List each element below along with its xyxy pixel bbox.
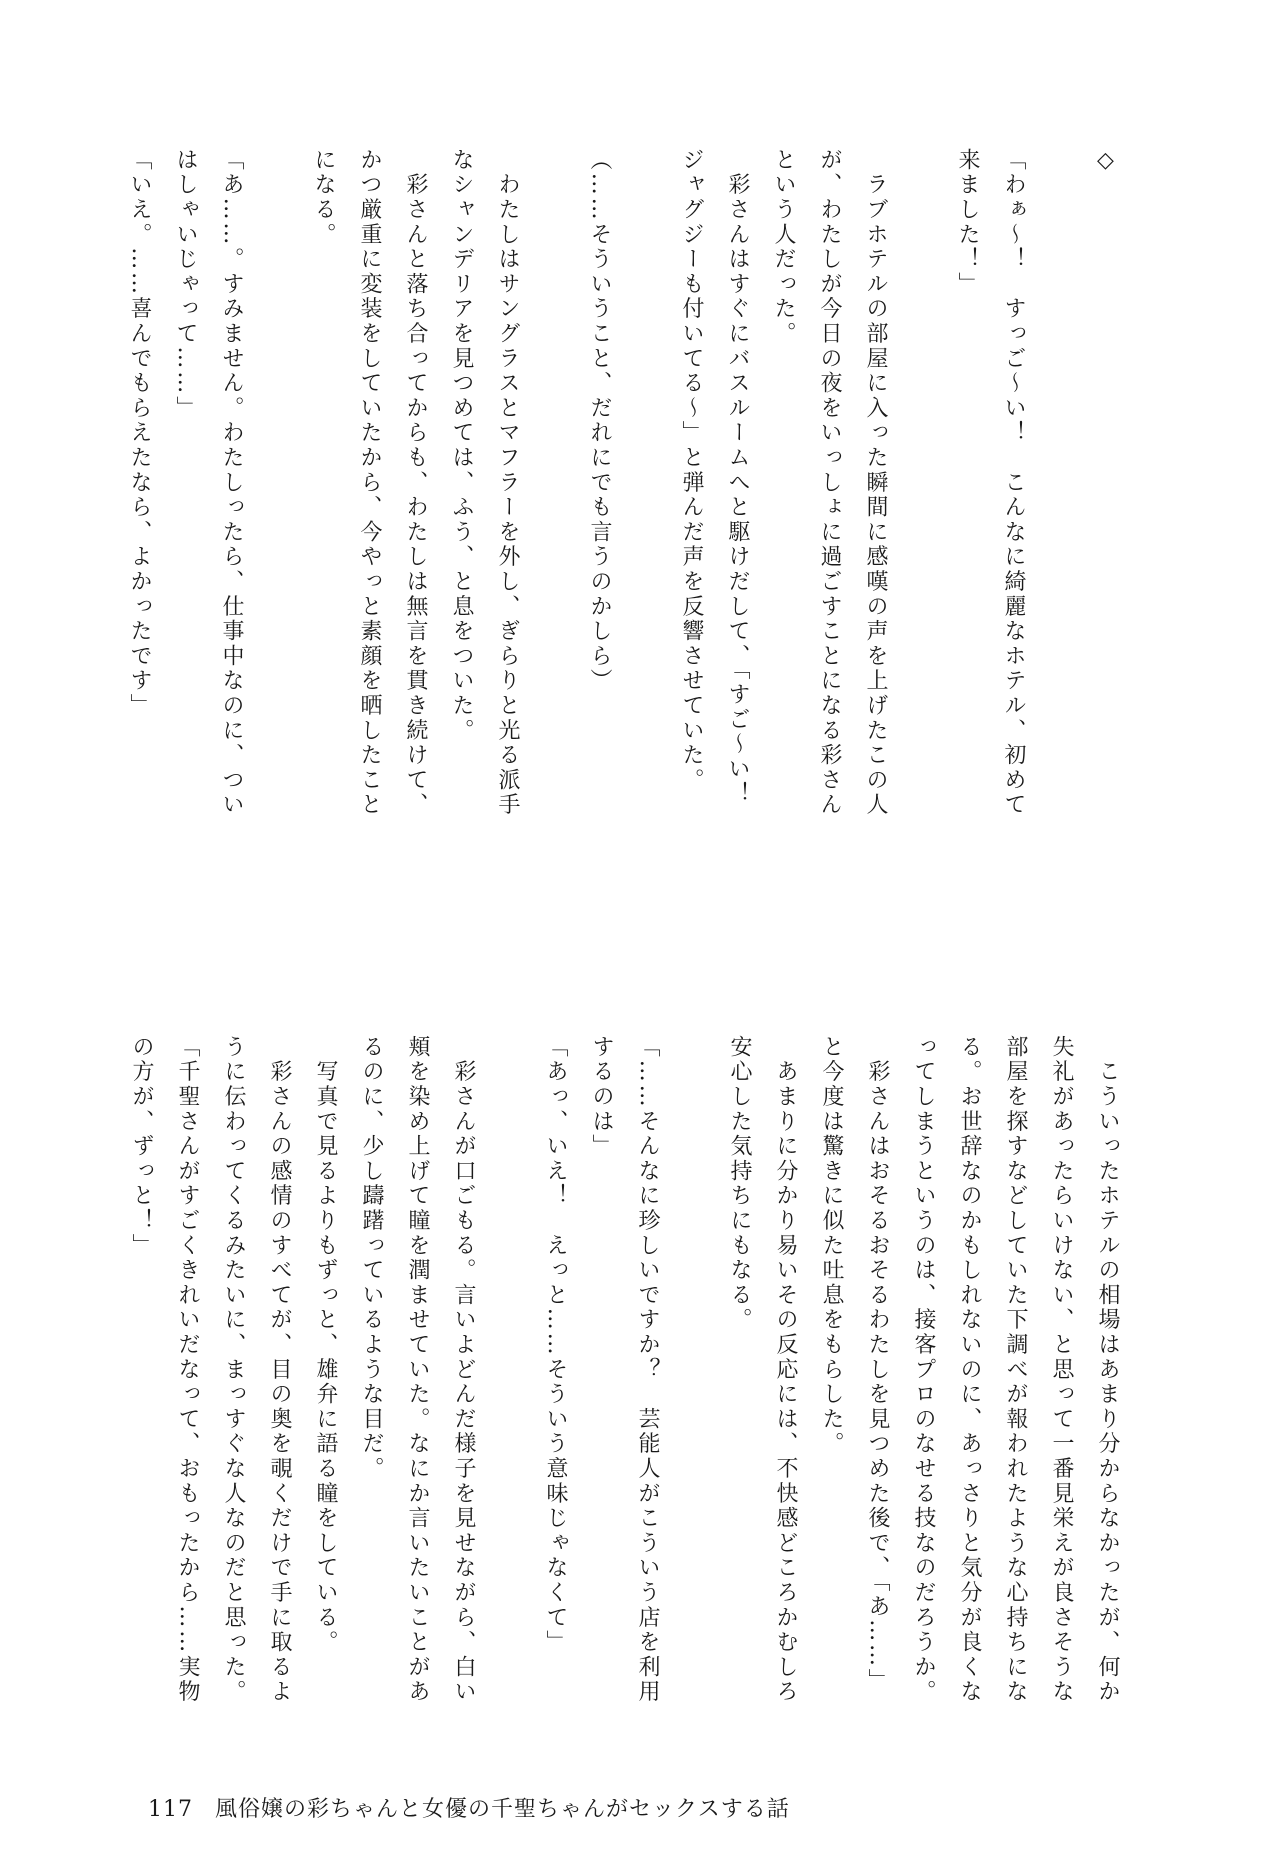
text-line: ラブホテルの部屋に入った瞬間に感嘆の声を上げたこの人	[863, 148, 888, 818]
text-line: る。お世辞なのかもしれないのに、あっさりと気分が良くな	[957, 1035, 982, 1705]
text-line: 「あっ、いえ！ えっと……そういう意味じゃなくて」	[543, 1035, 568, 1655]
text-line: の方が、ずっと！」	[129, 1035, 154, 1259]
text-line: するのは」	[589, 1035, 614, 1159]
page-footer	[148, 1792, 790, 1823]
text-block-bottom	[118, 1035, 1130, 1805]
text-line	[622, 148, 668, 948]
text-block-top	[116, 148, 1128, 948]
text-line	[670, 1035, 716, 1805]
text-line: と今度は驚きに似た吐息をもらした。	[819, 1035, 844, 1457]
text-line: なシャンデリアを見つめては、ふう、と息をついた。	[449, 148, 474, 744]
text-line: 写真で見るよりもずっと、雄弁に語る瞳をしている。	[313, 1035, 338, 1655]
text-line: こういったホテルの相場はあまり分からなかったが、何か	[1095, 1035, 1120, 1705]
text-line: 頬を染め上げて瞳を潤ませていた。なにか言いたいことがあ	[405, 1035, 430, 1705]
text-line	[1036, 148, 1082, 948]
text-line: 部屋を探すなどしていた下調べが報われたような心持ちにな	[1003, 1035, 1028, 1705]
text-line	[486, 1035, 532, 1805]
text-line: あまりに分かり易いその反応には、不快感どころかむしろ	[773, 1035, 798, 1705]
page-number: 117	[148, 1797, 193, 1822]
text-line: が、わたしが今日の夜をいっしょに過ごすことになる彩さん	[817, 148, 842, 818]
text-line: 安心した気持ちにもなる。	[727, 1035, 752, 1333]
text-line: 彩さんが口ごもる。言いよどんだ様子を見せながら、白い	[451, 1035, 476, 1705]
text-line	[254, 148, 300, 948]
book-title: 風俗嬢の彩ちゃんと女優の千聖ちゃんがセックスする話	[215, 1797, 790, 1822]
text-line: という人だった。	[771, 148, 796, 347]
text-line: になる。	[311, 148, 336, 248]
text-line: 「いえ。……喜んでもらえたなら、よかったです」	[127, 148, 152, 719]
text-line: ◇	[1093, 148, 1118, 176]
text-line: ってしまうというのは、接客プロのなせる技なのだろうか。	[911, 1035, 936, 1705]
text-line: かつ厳重に変装をしていたから、今やっと素顔を晒したこと	[357, 148, 382, 818]
text-line: 失礼があったらいけない、と思って一番見栄えが良さそうな	[1049, 1035, 1074, 1705]
text-line: るのに、少し躊躇っているような目だ。	[359, 1035, 384, 1482]
text-line: 彩さんはすぐにバスルームへと駆けだして、「すご〜い！	[725, 148, 750, 807]
text-line: うに伝わってくるみたいに、まっすぐな人なのだと思った。	[221, 1035, 246, 1705]
text-line: 「あ……。すみません。わたしったら、仕事中なのに、つい	[219, 148, 244, 818]
text-line: わたしはサングラスとマフラーを外し、ぎらりと光る派手	[495, 148, 520, 818]
text-line: 「……そんなに珍しいですか？ 芸能人がこういう店を利用	[635, 1035, 660, 1705]
text-line: 彩さんと落ち合ってからも、わたしは無言を貫き続けて、	[403, 148, 428, 818]
text-line: 来ました！」	[955, 148, 980, 297]
text-line: はしゃいじゃって……」	[173, 148, 198, 421]
text-line: ジャグジーも付いてる〜」と弾んだ声を反響させていた。	[679, 148, 704, 793]
text-line: （……そういうこと、だれにでも言うのかしら）	[587, 148, 612, 694]
text-line: 「千聖さんがすごくきれいだなって、おもったから……実物	[175, 1035, 200, 1705]
text-line: 彩さんはおそるおそるわたしを見つめた後で、「あ……」	[865, 1035, 890, 1694]
text-line	[530, 148, 576, 948]
text-line: 彩さんの感情のすべてが、目の奥を覗くだけで手に取るよ	[267, 1035, 292, 1705]
text-line	[898, 148, 944, 948]
text-line: 「わぁ〜！ すっご〜い！ こんなに綺麗なホテル、初めて	[1001, 148, 1026, 818]
